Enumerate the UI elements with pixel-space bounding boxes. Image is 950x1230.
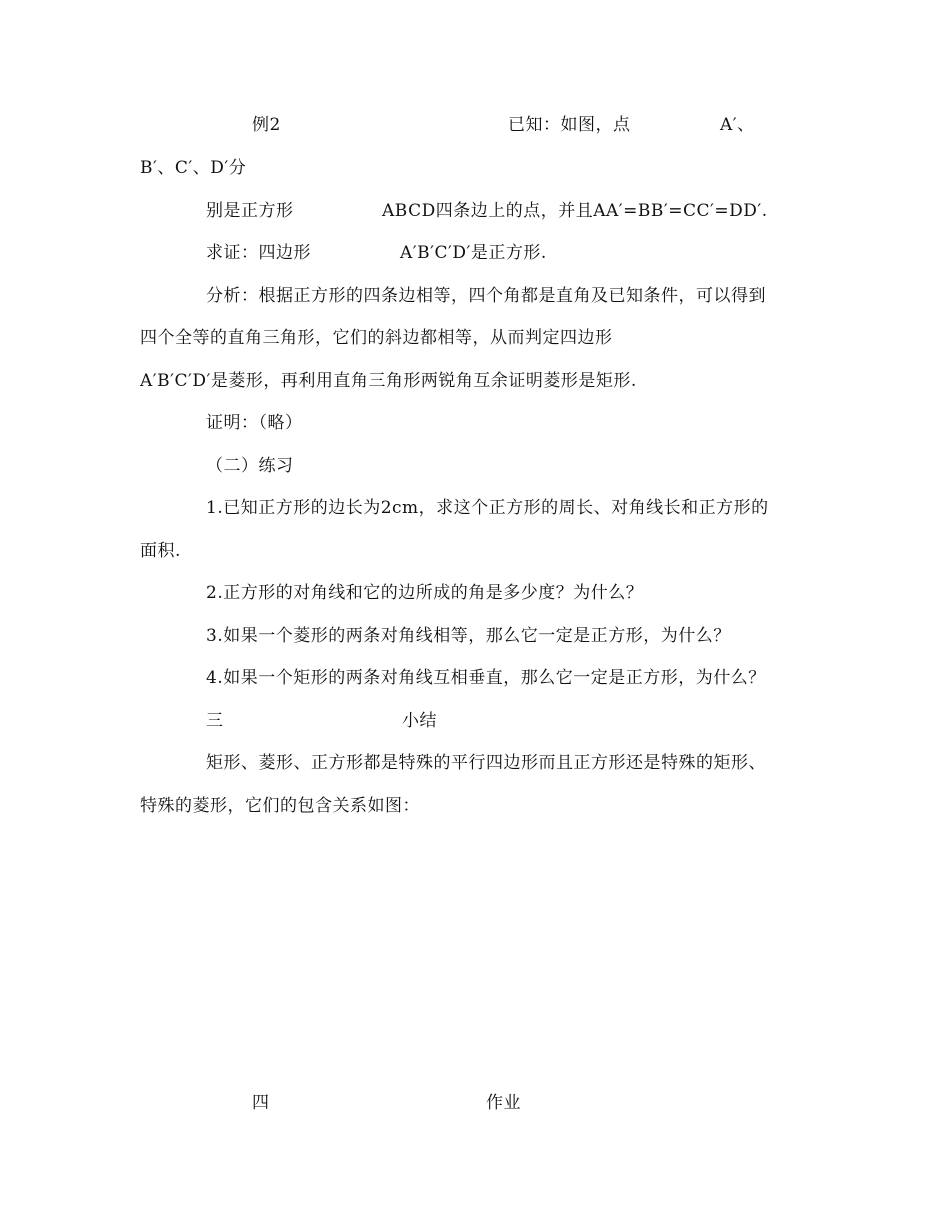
homework-number: 四 <box>252 1093 270 1113</box>
analysis-line-1: 分析：根据正方形的四条边相等，四个角都是直角及已知条件，可以得到 <box>206 286 766 306</box>
summary-text-1: 矩形、菱形、正方形都是特殊的平行四边形而且正方形还是特殊的矩形、 <box>206 753 766 773</box>
prove-statement: A′B′C′D′是正方形. <box>400 243 547 263</box>
homework-title: 作业 <box>486 1093 521 1113</box>
practice-heading: （二）练习 <box>206 456 294 476</box>
example-line-3-b: ABCD四条边上的点，并且AA′=BB′=CC′=DD′. <box>382 201 768 221</box>
example-line-2: B′、C′、D′分 <box>140 158 247 178</box>
example-label: 例2 <box>252 115 281 135</box>
example-line-3-a: 别是正方形 <box>206 201 294 221</box>
practice-question-2: 2.正方形的对角线和它的边所成的角是多少度？为什么？ <box>206 583 644 603</box>
summary-number: 三 <box>206 711 224 731</box>
summary-text-2: 特殊的菱形，它们的包含关系如图： <box>140 796 420 816</box>
proof-line: 证明：（略） <box>206 413 303 433</box>
example-points-start: A′、 <box>720 115 755 135</box>
practice-question-1-b: 面积. <box>140 541 181 561</box>
summary-title: 小结 <box>402 711 437 731</box>
practice-question-3: 3.如果一个菱形的两条对角线相等，那么它一定是正方形，为什么？ <box>206 626 731 646</box>
analysis-line-3: A′B′C′D′是菱形，再利用直角三角形两锐角互余证明菱形是矩形. <box>140 371 637 391</box>
prove-label: 求证：四边形 <box>206 243 311 263</box>
analysis-line-2: 四个全等的直角三角形，它们的斜边都相等，从而判定四边形 <box>140 328 613 348</box>
example-given: 已知：如图，点 <box>508 115 631 135</box>
practice-question-4: 4.如果一个矩形的两条对角线互相垂直，那么它一定是正方形，为什么？ <box>206 668 766 688</box>
practice-question-1-a: 1.已知正方形的边长为2cm，求这个正方形的周长、对角线长和正方形的 <box>206 498 769 518</box>
